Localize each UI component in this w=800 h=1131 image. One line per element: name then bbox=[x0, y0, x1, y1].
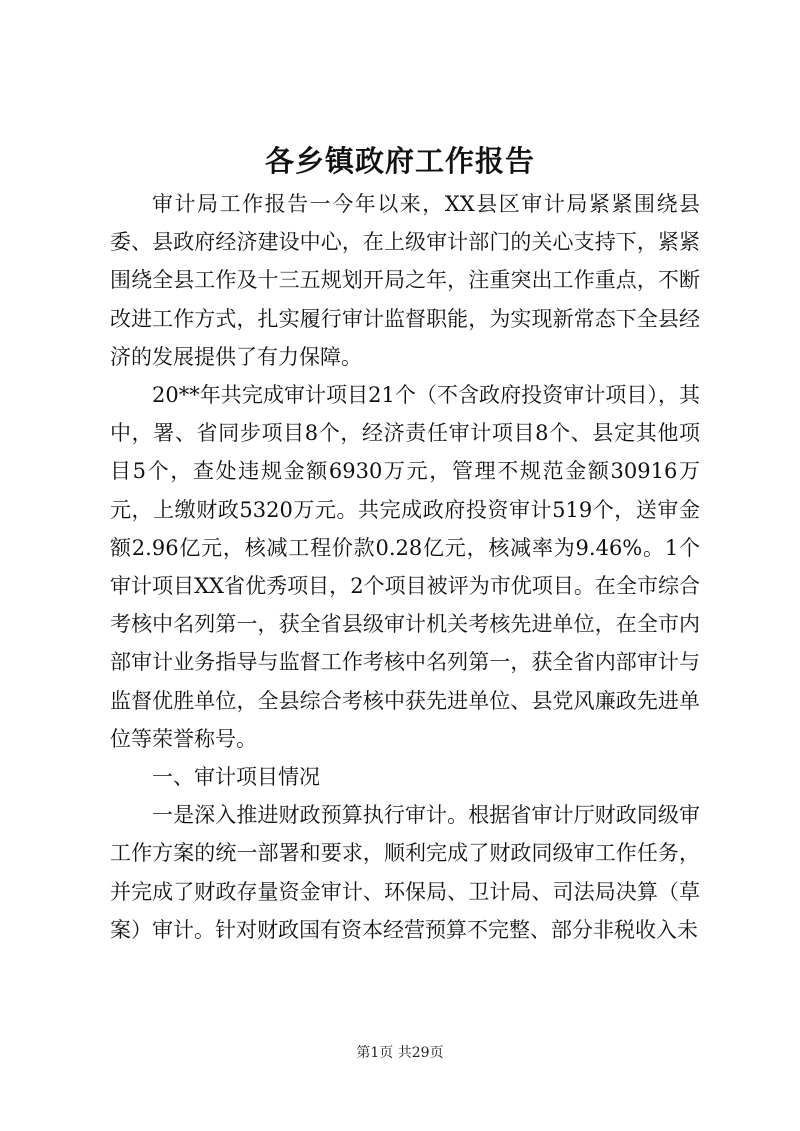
section-heading-audit-projects: 一、审计项目情况 bbox=[152, 765, 320, 790]
page-total: 共29页 bbox=[397, 1045, 444, 1061]
page-footer bbox=[0, 1043, 800, 1063]
page-number: 第1页 bbox=[356, 1045, 394, 1061]
document-body bbox=[110, 185, 700, 949]
paragraph-achievements: 20**年共完成审计项目21个（不含政府投资审计项目），其中，署、省同步项目8个，经济责任审计项目8个、县定其他项目5个，查处违规金额6930万元，管理不规范金额30916万元，上缴财政5320万元。共完成政府投资审计519个，送审金额2.96亿元，核减工程价款0.28亿元，核减率为9.46%。1个审计项目XX省优秀项目，2个项目被评为市优项目。在全市综合考核中名列第一，获全省县级审计机关考核先进单位，在全市内部审计业务指导与监督工作考核中名列第一，获全省内部审计与监督优胜单位，全县综合考核中获先进单位、县党风廉政先进单位等荣誉称号。 bbox=[110, 383, 700, 751]
document-title: 各乡镇政府工作报告 bbox=[264, 144, 535, 178]
paragraph-fiscal-audit: 一是深入推进财政预算执行审计。根据省审计厅财政同级审工作方案的统一部署和要求，顺利完成了财政同级审工作任务，并完成了财政存量资金审计、环保局、卫计局、司法局决算（草案）审计。针对财政国有资本经营预算不完整、部分非税收入未 bbox=[110, 803, 700, 942]
paragraph-intro: 审计局工作报告一今年以来，XX县区审计局紧紧围绕县委、县政府经济建设中心，在上级审计部门的关心支持下，紧紧围绕全县工作及十三五规划开局之年，注重突出工作重点，不断改进工作方式，扎实履行审计监督职能，为实现新常态下全县经济的发展提供了有力保障。 bbox=[110, 192, 700, 369]
